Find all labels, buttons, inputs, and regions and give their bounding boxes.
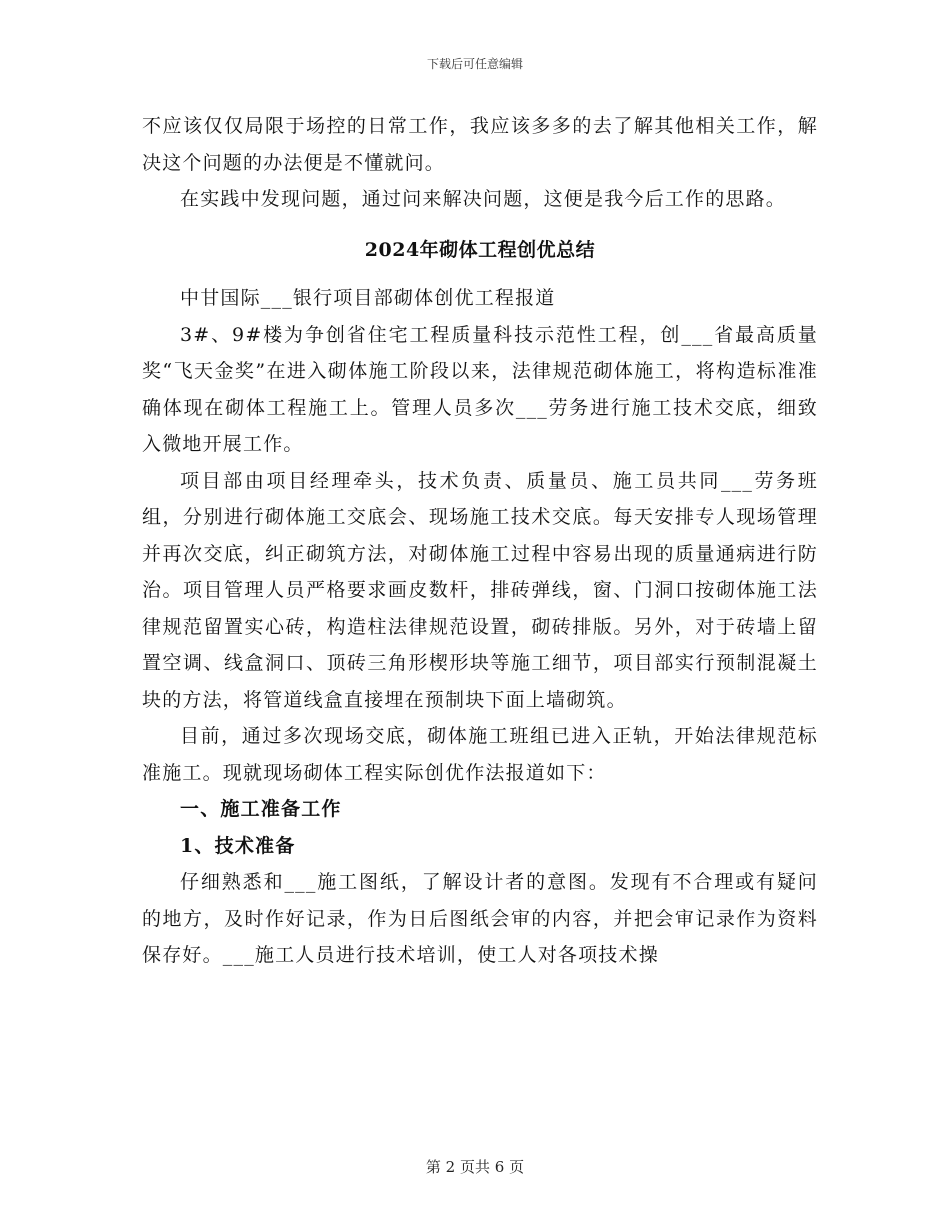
document-title: 2024年砌体工程创优总结 (364, 238, 596, 261)
document-body (142, 108, 818, 974)
paragraph: 在实践中发现问题，通过问来解决问题，这便是我今后工作的思路。 (180, 188, 787, 210)
paragraph-continued: 不应该仅仅局限于场控的日常工作，我应该多多的去了解其他相关工作，解决这个问题的办法便是不懂就问。 (142, 115, 818, 174)
section-heading: 一、施工准备工作 (180, 798, 342, 820)
page-footer: 第 2 页共 6 页 (425, 1158, 525, 1176)
sub-heading: 1、技术准备 (180, 834, 296, 857)
paragraph: 3#、9#楼为争创省住宅工程质量科技示范性工程，创___省最高质量奖“飞天金奖”在进入砌体施工阶段以来，法律规范砌体施工，将构造标准准确体现在砌体工程施工上。管理人员多次___劳务进行施工技术交底，细致入微地开展工作。 (142, 323, 818, 455)
paragraph: 中甘国际___银行项目部砌体创优工程报道 (180, 287, 556, 309)
paragraph: 仔细熟悉和___施工图纸，了解设计者的意图。发现有不合理或有疑问的地方，及时作好记录，作为日后图纸会审的内容，并把会审记录作为资料保存好。___施工人员进行技术培训，使工人对各项技术操 (142, 871, 818, 966)
paragraph: 目前，通过多次现场交底，砌体施工班组已进入正轨，开始法律规范标准施工。现就现场砌体工程实际创优作法报道如下： (142, 725, 818, 784)
paragraph: 项目部由项目经理牵头，技术负责、质量员、施工员共同___劳务班组，分别进行砌体施工交底会、现场施工技术交底。每天安排专人现场管理并再次交底，纠正砌筑方法，对砌体施工过程中容易出现的质量通病进行防治。项目管理人员严格要求画皮数杆，排砖弹线，窗、门洞口按砌体施工法律规范留置实心砖，构造柱法律规范设置，砌砖排版。另外，对于砖墙上留置空调、线盒洞口、顶砖三角形楔形块等施工细节，项目部实行预制混凝土块的方法，将管道线盒直接埋在预制块下面上墙砌筑。 (142, 469, 818, 711)
page-header: 下载后可任意编辑 (426, 57, 523, 71)
